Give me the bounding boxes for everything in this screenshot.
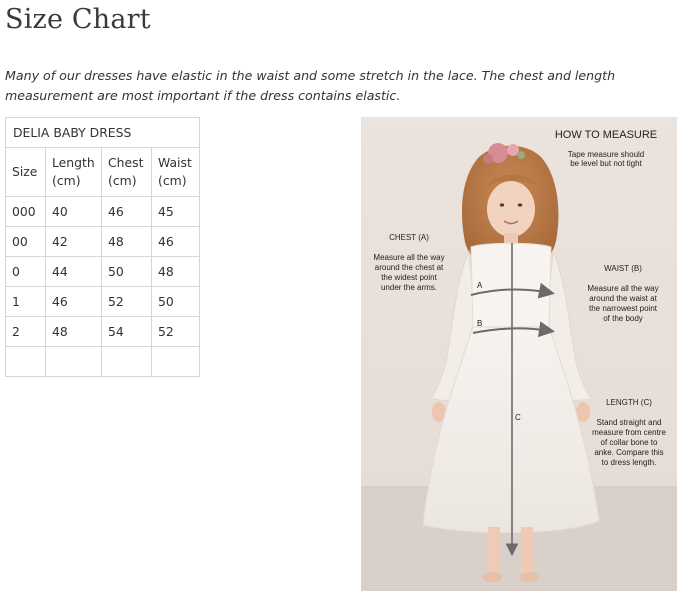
cell-empty	[46, 347, 102, 377]
cell-length: 48	[46, 317, 102, 347]
header-length-unit: (cm)	[52, 173, 81, 188]
header-length-label: Length	[52, 155, 95, 170]
table-row	[6, 317, 200, 347]
tape-tip-line-2: be level but not tight	[570, 159, 642, 168]
chest-line-4: under the arms.	[380, 283, 438, 292]
chest-line-1: Measure all the way	[373, 253, 445, 262]
cell-length: 42	[46, 227, 102, 257]
header-waist	[152, 148, 200, 197]
cell-empty	[6, 347, 46, 377]
marker-a: A	[477, 281, 483, 290]
size-table	[5, 117, 200, 377]
waist-line-1: Measure all the way	[587, 284, 659, 293]
page-title: Size Chart	[5, 4, 151, 35]
cell-waist: 48	[152, 257, 200, 287]
cell-waist: 45	[152, 197, 200, 227]
length-line-4: anke. Compare this	[594, 448, 664, 457]
cell-length: 40	[46, 197, 102, 227]
how-to-measure-heading: HOW TO MEASURE	[554, 129, 658, 141]
header-size: Size	[6, 148, 46, 197]
header-chest	[102, 148, 152, 197]
table-row	[6, 257, 200, 287]
cell-chest: 54	[102, 317, 152, 347]
table-row-empty	[6, 347, 200, 377]
cell-size: 0	[6, 257, 46, 287]
table-row	[6, 197, 200, 227]
cell-waist: 50	[152, 287, 200, 317]
intro-paragraph: Many of our dresses have elastic in the waist and some stretch in the lace. The chest and length measurement are most important if the dress contains elastic.	[5, 68, 616, 103]
cell-waist: 46	[152, 227, 200, 257]
waist-title: WAIST (B)	[604, 264, 642, 273]
length-line-2: measure from centre	[592, 428, 666, 437]
cell-empty	[102, 347, 152, 377]
length-title: LENGTH (C)	[606, 398, 652, 407]
table-header-row	[6, 148, 200, 197]
cell-length: 46	[46, 287, 102, 317]
measure-illustration	[361, 117, 677, 591]
cell-waist: 52	[152, 317, 200, 347]
cell-empty	[152, 347, 200, 377]
chest-line-3: the widest point	[381, 273, 437, 282]
marker-c: C	[515, 413, 521, 422]
header-chest-label: Chest	[108, 155, 144, 170]
cell-chest: 52	[102, 287, 152, 317]
length-line-3: of collar bone to	[600, 438, 658, 447]
cell-chest: 50	[102, 257, 152, 287]
header-chest-unit: (cm)	[108, 173, 137, 188]
tape-tip-line-1: Tape measure should	[567, 150, 645, 159]
table-row	[6, 287, 200, 317]
waist-line-2: around the waist at	[589, 294, 657, 303]
table-row	[6, 227, 200, 257]
cell-size: 00	[6, 227, 46, 257]
header-length	[46, 148, 102, 197]
header-waist-unit: (cm)	[158, 173, 187, 188]
chest-title: CHEST (A)	[389, 233, 429, 242]
cell-chest: 46	[102, 197, 152, 227]
cell-chest: 48	[102, 227, 152, 257]
length-line-1: Stand straight and	[596, 418, 662, 427]
marker-b: B	[477, 319, 483, 328]
length-line-5: to dress length.	[601, 458, 657, 467]
header-waist-label: Waist	[158, 155, 192, 170]
waist-line-4: of the body	[603, 314, 643, 323]
cell-length: 44	[46, 257, 102, 287]
cell-size: 000	[6, 197, 46, 227]
how-to-measure-figure	[361, 117, 677, 591]
cell-size: 2	[6, 317, 46, 347]
chest-line-2: around the chest at	[374, 263, 444, 272]
cell-size: 1	[6, 287, 46, 317]
table-caption: DELIA BABY DRESS	[6, 118, 200, 148]
waist-line-3: the narrowest point	[588, 304, 658, 313]
